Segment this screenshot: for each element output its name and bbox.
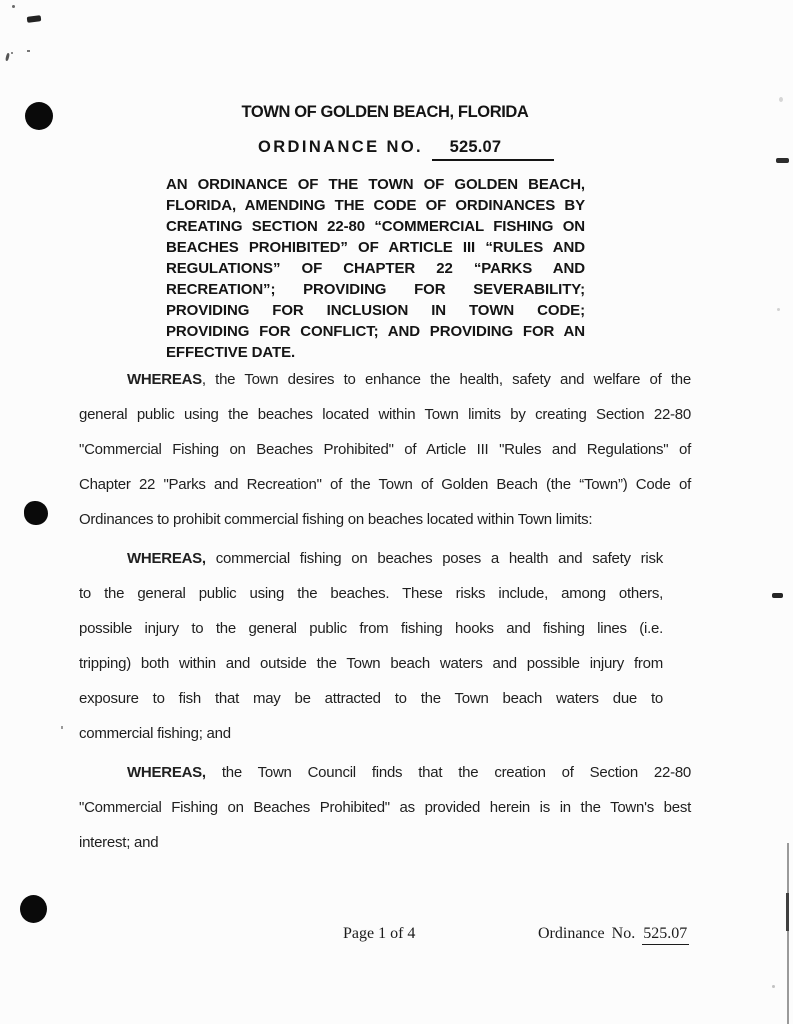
whereas-paragraph bbox=[79, 755, 691, 860]
summary-line: RECREATION”; PROVIDING FOR SEVERABILITY; bbox=[166, 281, 585, 298]
scan-dash-mark bbox=[776, 158, 789, 163]
body-line: interest; and bbox=[79, 834, 159, 851]
body-line: WHEREAS, commercial fishing on beaches poses a health and safety risk bbox=[127, 550, 663, 567]
hole-punch-mark bbox=[24, 501, 48, 525]
scan-dash-mark bbox=[772, 593, 783, 598]
page-edge-line bbox=[787, 843, 789, 1024]
whereas-lead: WHEREAS bbox=[127, 371, 202, 388]
scan-speck bbox=[777, 308, 780, 311]
body-line: Chapter 22 "Parks and Recreation" of the Town of Golden Beach (the “Town”) Code of bbox=[79, 476, 691, 493]
body-line: commercial fishing; and bbox=[79, 725, 231, 742]
whereas-paragraph bbox=[79, 541, 691, 751]
document-title: TOWN OF GOLDEN BEACH, FLORIDA bbox=[241, 103, 529, 121]
ordinance-summary bbox=[166, 174, 585, 363]
body-line: tripping) both within and outside the Town beach waters and possible injury from bbox=[79, 655, 663, 672]
scan-speck bbox=[11, 52, 13, 54]
body-line: to the general public using the beaches. These risks include, among others, bbox=[79, 585, 663, 602]
body-line: Ordinances to prohibit commercial fishing on beaches located within Town limits: bbox=[79, 511, 593, 528]
scan-speck bbox=[772, 985, 775, 988]
body-line: "Commercial Fishing on Beaches Prohibited" as provided herein is in the Town's best bbox=[79, 799, 691, 816]
body-line: possible injury to the general public from fishing hooks and fishing lines (i.e. bbox=[79, 620, 663, 637]
footer-ordinance-label: Ordinance No. bbox=[538, 925, 636, 942]
summary-line: REGULATIONS” OF CHAPTER 22 “PARKS AND bbox=[166, 260, 585, 277]
body-line: exposure to fish that may be attracted to the Town beach waters due to bbox=[79, 690, 663, 707]
page-number: Page 1 of 4 bbox=[343, 925, 416, 942]
whereas-paragraph bbox=[79, 362, 691, 537]
whereas-lead: WHEREAS, bbox=[127, 764, 206, 781]
summary-line: FLORIDA, AMENDING THE CODE OF ORDINANCES BY bbox=[166, 197, 585, 214]
ordinance-number-value: 525.07 bbox=[432, 138, 554, 161]
ordinance-number-label: ORDINANCE NO. bbox=[258, 138, 424, 156]
summary-line: CREATING SECTION 22-80 “COMMERCIAL FISHING ON bbox=[166, 218, 585, 235]
whereas-lead: WHEREAS, bbox=[127, 550, 206, 567]
scan-speck bbox=[12, 5, 15, 8]
scan-speck bbox=[61, 726, 63, 729]
scan-smudge-mark bbox=[27, 15, 42, 23]
ordinance-number-line bbox=[258, 138, 554, 161]
hole-punch-mark bbox=[20, 895, 47, 923]
scan-speck bbox=[5, 53, 10, 61]
scan-speck bbox=[27, 50, 30, 52]
footer-ordinance-value: 525.07 bbox=[642, 925, 689, 945]
summary-line: PROVIDING FOR CONFLICT; AND PROVIDING FOR AN bbox=[166, 323, 585, 340]
summary-line: BEACHES PROHIBITED” OF ARTICLE III “RULES AND bbox=[166, 239, 585, 256]
body-line: "Commercial Fishing on Beaches Prohibited" of Article III "Rules and Regulations" of bbox=[79, 441, 691, 458]
scan-speck bbox=[779, 97, 783, 102]
footer-ordinance-number bbox=[538, 925, 689, 945]
body-line: general public using the beaches located within Town limits by creating Section 22-80 bbox=[79, 406, 691, 423]
summary-line: PROVIDING FOR INCLUSION IN TOWN CODE; bbox=[166, 302, 585, 319]
page-edge-line bbox=[786, 893, 789, 931]
body-line: WHEREAS, the Town Council finds that the creation of Section 22-80 bbox=[127, 764, 691, 781]
document-body bbox=[79, 362, 691, 864]
body-line: WHEREAS, the Town desires to enhance the health, safety and welfare of the bbox=[127, 371, 691, 388]
hole-punch-mark bbox=[25, 102, 53, 130]
summary-line: AN ORDINANCE OF THE TOWN OF GOLDEN BEACH, bbox=[166, 176, 585, 193]
summary-line: EFFECTIVE DATE. bbox=[166, 344, 296, 361]
